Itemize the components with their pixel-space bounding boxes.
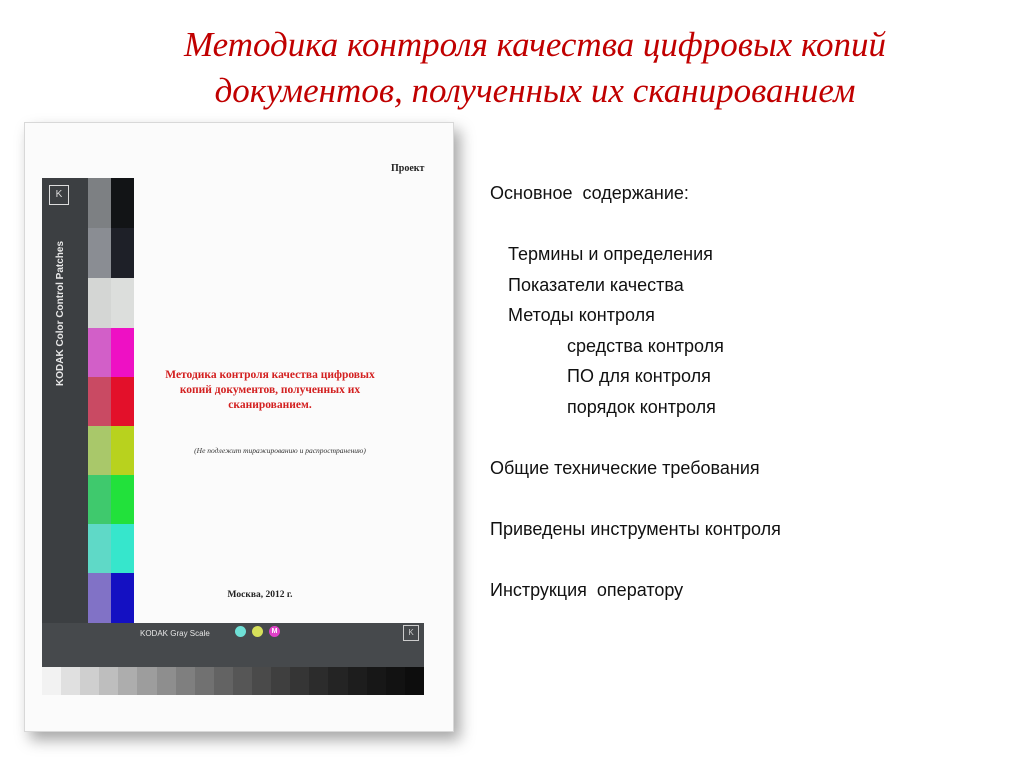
slide-title <box>130 22 940 114</box>
patch-light-blue <box>88 573 111 623</box>
patch-black-2 <box>111 228 134 278</box>
document-title-line-2: копий документов, полученных их <box>179 384 361 396</box>
sub-list-item: порядок контроля <box>567 396 716 417</box>
patch-light-green <box>88 475 111 524</box>
kodak-logo-icon: K <box>49 185 69 205</box>
patch-light-magenta <box>88 328 111 377</box>
document-note: (Не подлежит тиражированию и распространению) <box>194 446 366 455</box>
gray-scale-label: KODAK Gray Scale <box>140 629 210 638</box>
patch-red <box>111 377 134 426</box>
content-heading: Основное содержание: <box>490 183 689 203</box>
patch-light-yellow <box>88 426 111 475</box>
document-title <box>145 368 395 413</box>
instruction-line: Инструкция оператору <box>490 579 684 600</box>
list-item: Термины и определения <box>508 244 713 264</box>
gray-scale-cells <box>42 667 424 695</box>
sub-list-item: средства контроля <box>567 335 724 356</box>
patch-light-cyan <box>88 524 111 573</box>
color-strip-label <box>55 340 75 386</box>
patch-magenta <box>111 328 134 377</box>
patch-blue <box>111 573 134 623</box>
patch-gray-1 <box>88 178 111 228</box>
magenta-dot-icon: M <box>269 626 280 637</box>
patch-yellow <box>111 426 134 475</box>
patch-white-2 <box>111 278 134 328</box>
document-title-line-1: Методика контроля качества цифровых <box>165 369 375 381</box>
patch-light-red <box>88 377 111 426</box>
patch-black-1 <box>111 178 134 228</box>
slide-title-line-2: документов, полученных их сканированием <box>214 71 856 110</box>
scanned-document-image <box>24 122 454 732</box>
patch-white-1 <box>88 278 111 328</box>
cyan-dot-icon <box>235 626 246 637</box>
yellow-dot-icon <box>252 626 263 637</box>
patch-green <box>111 475 134 524</box>
document-stamp: Проект <box>391 163 425 174</box>
list-item: Методы контроля <box>508 305 655 325</box>
slide-title-line-1: Методика контроля качества цифровых копий <box>184 25 886 64</box>
patch-gray-2 <box>88 228 111 278</box>
tools-line: Приведены инструменты контроля <box>490 518 781 539</box>
document-title-line-3: сканированием. <box>228 399 312 411</box>
list-item: Показатели качества <box>508 274 684 295</box>
content-list <box>490 178 781 605</box>
document-footer: Москва, 2012 г. <box>227 590 293 600</box>
patch-cyan <box>111 524 134 573</box>
sub-list-item: ПО для контроля <box>567 366 711 386</box>
kodak-logo-small-icon: K <box>403 625 419 641</box>
requirements-line: Общие технические требования <box>490 457 760 478</box>
